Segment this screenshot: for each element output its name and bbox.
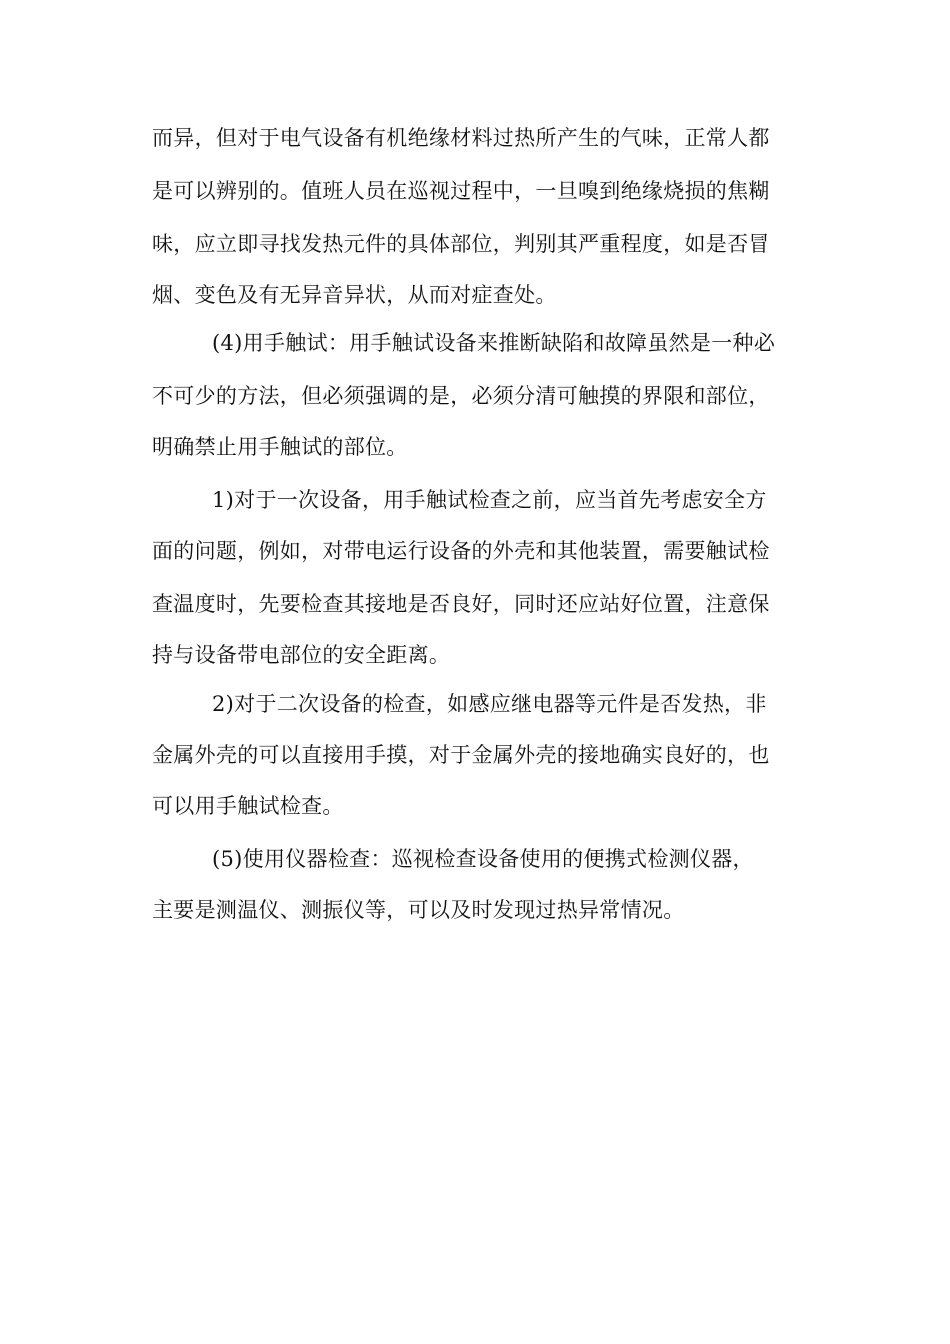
text-line-3: 味，应立即寻找发热元件的具体部位，判别其严重程度，如是否冒	[152, 232, 770, 256]
text-line-4: 烟、变色及有无异音异状，从而对症查处。	[152, 283, 557, 307]
text-line-11: 持与设备带电部位的安全距离。	[152, 643, 451, 667]
text-line-16: 主要是测温仪、测振仪等，可以及时发现过热异常情况。	[152, 898, 685, 922]
text-line-1: 而异，但对于电气设备有机绝缘材料过热所产生的气味，正常人都	[152, 126, 770, 150]
paragraph-4-heading: (4)用手触试：用手触试设备来推断缺陷和故障虽然是一种必	[212, 331, 776, 355]
text-line-10: 查温度时，先要检查其接地是否良好，同时还应站好位置，注意保	[152, 592, 770, 616]
text-line-9: 面的问题，例如，对带电运行设备的外壳和其他装置，需要触试检	[152, 539, 770, 563]
item-1-start: 1)对于一次设备，用手触试检查之前，应当首先考虑安全方	[212, 488, 767, 512]
paragraph-5-heading: (5)使用仪器检查：巡视检查设备使用的便携式检测仪器，	[212, 847, 754, 871]
text-line-6: 不可少的方法，但必须强调的是，必须分清可触摸的界限和部位，	[152, 384, 770, 408]
text-line-13: 金属外壳的可以直接用手摸，对于金属外壳的接地确实良好的，也	[152, 743, 770, 767]
text-line-7: 明确禁止用手触试的部位。	[152, 435, 408, 459]
text-line-14: 可以用手触试检查。	[152, 794, 344, 818]
text-line-2: 是可以辨别的。值班人员在巡视过程中，一旦嗅到绝缘烧损的焦糊	[152, 179, 770, 203]
item-2-start: 2)对于二次设备的检查，如感应继电器等元件是否发热，非	[212, 692, 767, 716]
